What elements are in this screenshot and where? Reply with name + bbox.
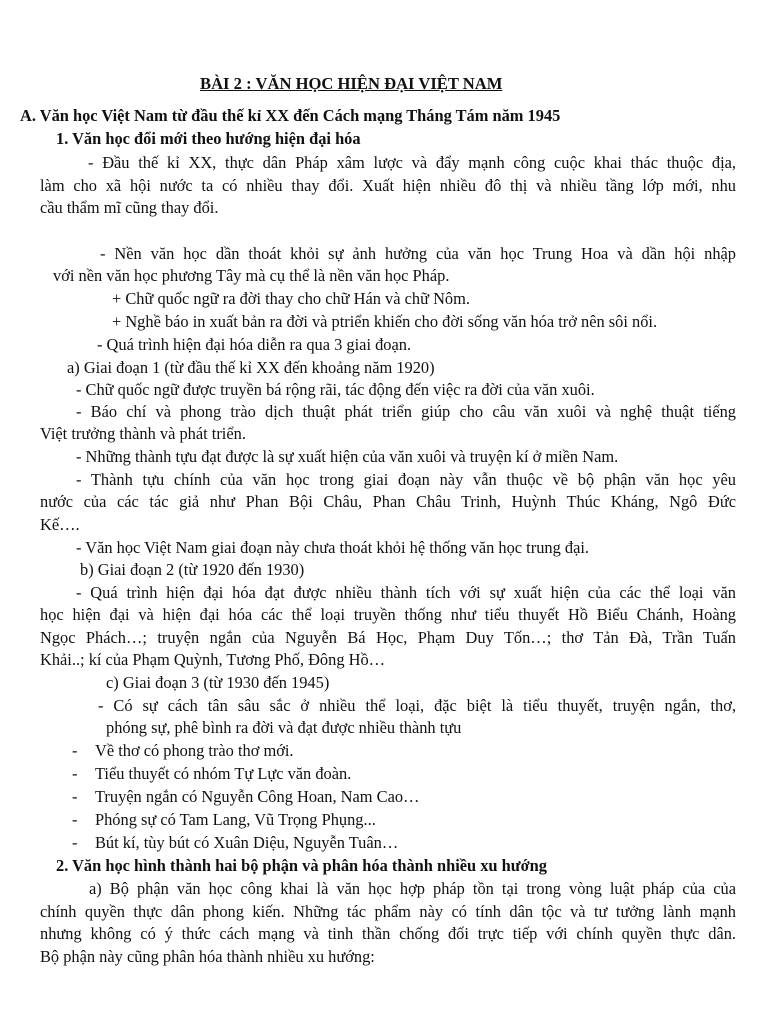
para-1-line-2: làm cho xã hội nước ta có nhiều thay đổi. Xuất hiện nhiều đô thị và nhiều tầng lớp mới, nhu (40, 176, 736, 195)
stage-c-bullet-5: Bút kí, tùy bút có Xuân Diệu, Nguyễn Tuân… (95, 833, 399, 852)
stage-a-item-4-line-1: - Thành tựu chính của văn học trong giai đoạn này vẫn thuộc về bộ phận văn học yêu (76, 470, 736, 489)
stage-c-item-1-line-2: phóng sự, phê bình ra đời và đạt được nhiều thành tựu (106, 718, 462, 737)
stage-a-item-5: - Văn học Việt Nam giai đoạn này chưa thoát khỏi hệ thống văn học trung đại. (76, 538, 589, 557)
para-2-plus-2: + Nghề báo in xuất bản ra đời và ptriển khiến cho đời sống văn hóa trở nên sôi nổi. (112, 312, 658, 331)
stage-b-item-1-line-4: Khải..; kí của Phạm Quỳnh, Tương Phố, Đông Hồ… (40, 650, 386, 669)
bullet-dash: - (72, 810, 78, 829)
page-title: BÀI 2 : VĂN HỌC HIỆN ĐẠI VIỆT NAM (200, 74, 503, 93)
para-3: - Quá trình hiện đại hóa diễn ra qua 3 giai đoạn. (97, 335, 412, 354)
stage-b-item-1-line-3: Ngọc Phách…; truyện ngắn của Nguyễn Bá Học, Phạm Duy Tốn…; thơ Tản Đà, Trần Tuấn (40, 628, 736, 647)
bullet-dash: - (72, 741, 78, 760)
stage-a-item-4-line-3: Kế…. (40, 515, 80, 534)
bullet-dash: - (72, 764, 78, 783)
para-2-line-2: với nền văn học phương Tây mà cụ thể là nền văn học Pháp. (53, 266, 450, 285)
stage-c-item-1-line-1: - Có sự cách tân sâu sắc ở nhiều thể loại, đặc biệt là tiểu thuyết, truyện ngắn, thơ, (98, 696, 736, 715)
stage-c-bullet-3: Truyện ngắn có Nguyễn Công Hoan, Nam Cao… (95, 787, 420, 806)
stage-c-bullet-1: Về thơ có phong trào thơ mới. (95, 741, 294, 760)
stage-a-item-3: - Những thành tựu đạt được là sự xuất hiện của văn xuôi và truyện kí ở miền Nam. (76, 447, 619, 466)
stage-c-bullet-4: Phóng sự có Tam Lang, Vũ Trọng Phụng... (95, 810, 376, 829)
bullet-dash: - (72, 787, 78, 806)
heading-2: 2. Văn học hình thành hai bộ phận và phân hóa thành nhiều xu hướng (56, 856, 547, 875)
para-1-line-3: cầu thẩm mĩ cũng thay đổi. (40, 198, 219, 217)
stage-a-item-1: - Chữ quốc ngữ được truyền bá rộng rãi, tác động đến việc ra đời của văn xuôi. (76, 380, 595, 399)
stage-b-item-1-line-2: học hiện đại và hiện đại hóa các thể loại truyền thống như tiểu thuyết Hồ Biểu Chánh, Hoàng (40, 605, 736, 624)
section-2a-line-2: chính quyền thực dân phong kiến. Những tác phẩm này có tính dân tộc và tư tưởng lành mạnh (40, 902, 736, 921)
para-2-plus-1: + Chữ quốc ngữ ra đời thay cho chữ Hán và chữ Nôm. (112, 289, 470, 308)
stage-a-heading: a) Giai đoạn 1 (từ đầu thế kỉ XX đến khoảng năm 1920) (67, 358, 435, 377)
para-1-line-1: - Đầu thế kỉ XX, thực dân Pháp xâm lược và đẩy mạnh công cuộc khai thác thuộc địa, (88, 153, 736, 172)
stage-c-heading: c) Giai đoạn 3 (từ 1930 đến 1945) (106, 673, 330, 692)
stage-b-heading: b) Giai đoạn 2 (từ 1920 đến 1930) (80, 560, 305, 579)
section-2a-line-1: a) Bộ phận văn học công khai là văn học hợp pháp tồn tại trong vòng luật pháp của của (89, 879, 736, 898)
heading-1: 1. Văn học đổi mới theo hướng hiện đại hóa (56, 129, 361, 148)
section-2a-line-3: nhưng không có ý thức cách mạng và tinh thần chống đối trực tiếp với chính quyền thực dân. (40, 924, 736, 943)
stage-a-item-2-line-2: Việt trưởng thành và phát triển. (40, 424, 246, 443)
bullet-dash: - (72, 833, 78, 852)
para-2-line-1: - Nền văn học dần thoát khỏi sự ảnh hưởng của văn học Trung Hoa và dần hội nhập (100, 244, 736, 263)
stage-a-item-4-line-2: nước của các tác giả như Phan Bội Châu, Phan Châu Trinh, Huỳnh Thúc Kháng, Ngô Đức (40, 492, 736, 511)
section-a-heading: A. Văn học Việt Nam từ đầu thế kỉ XX đến Cách mạng Tháng Tám năm 1945 (20, 106, 561, 125)
stage-b-item-1-line-1: - Quá trình hiện đại hóa đạt được nhiều thành tích với sự xuất hiện của các thể loại văn (76, 583, 736, 602)
stage-a-item-2-line-1: - Báo chí và phong trào dịch thuật phát triển giúp cho câu văn xuôi và nghệ thuật tiếng (76, 402, 736, 421)
stage-c-bullet-2: Tiểu thuyết có nhóm Tự Lực văn đoàn. (95, 764, 352, 783)
section-2a-line-4: Bộ phận này cũng phân hóa thành nhiều xu hướng: (40, 947, 375, 966)
